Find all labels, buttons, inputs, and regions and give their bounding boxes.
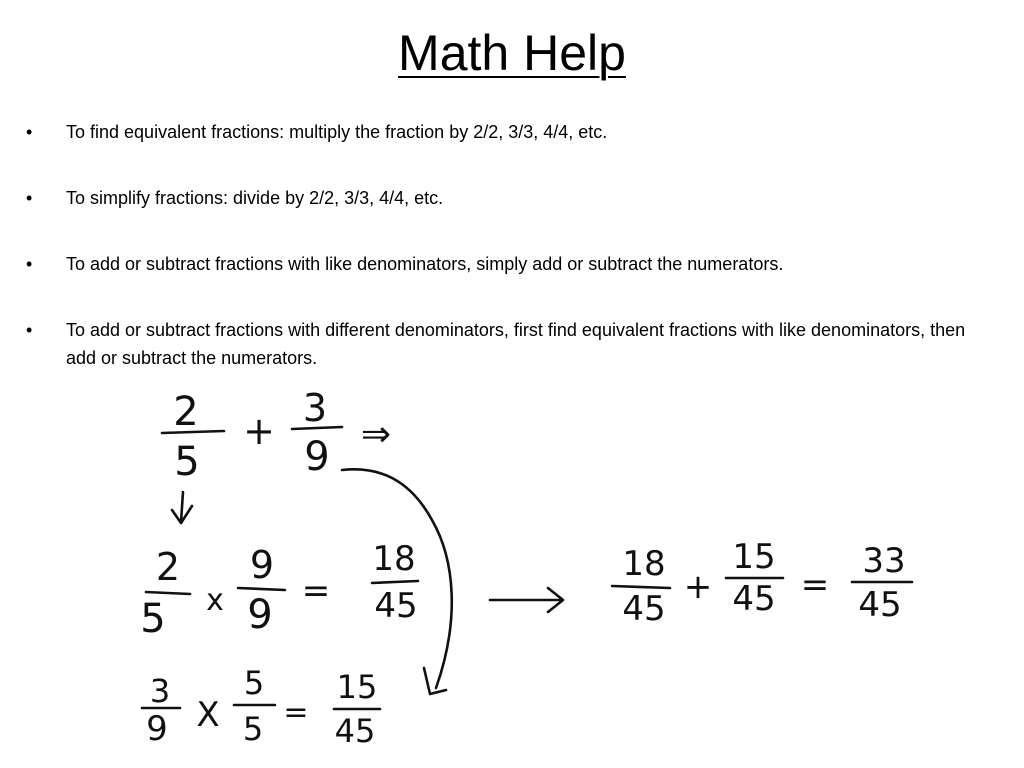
bullet-item xyxy=(24,184,984,212)
bullet-dot-icon: • xyxy=(26,188,33,208)
fraction-numerator: 2 xyxy=(155,545,181,589)
bullet-item xyxy=(24,118,984,146)
fraction-numerator: 33 xyxy=(862,541,906,581)
step-2-expression xyxy=(142,664,380,750)
bullet-dot-icon: • xyxy=(26,254,33,274)
fraction-numerator: 3 xyxy=(302,386,328,430)
handwritten-worked-example xyxy=(0,380,1024,768)
equals-sign: = xyxy=(301,571,331,611)
equals-sign: = xyxy=(283,695,309,730)
bullet-text: To find equivalent fractions: multiply the fraction by 2/2, 3/3, 4/4, etc. xyxy=(66,122,608,142)
fraction-numerator: 15 xyxy=(732,537,776,577)
right-arrow-icon xyxy=(490,588,563,612)
fraction-denominator: 9 xyxy=(146,709,168,749)
fraction-bar xyxy=(162,431,224,433)
bullet-dot-icon: • xyxy=(26,122,33,142)
times-sign: x xyxy=(206,583,224,618)
plus-sign: + xyxy=(243,409,275,453)
bullet-item xyxy=(24,250,984,278)
fraction-bar xyxy=(238,588,285,590)
fraction-numerator: 18 xyxy=(622,544,666,584)
fraction-denominator: 5 xyxy=(242,710,264,748)
slide-title: Math Help xyxy=(398,25,626,81)
bullet-text: To add or subtract fractions with like denominators, simply add or subtract the numerators. xyxy=(66,254,784,274)
fraction-bar xyxy=(372,581,418,583)
step-1-expression xyxy=(140,539,418,642)
implies-arrow-icon: ⇒ xyxy=(360,414,392,455)
bullet-list xyxy=(24,118,984,372)
fraction-numerator: 15 xyxy=(336,668,378,706)
bullet-dot-icon: • xyxy=(26,320,33,340)
bullet-text: To simplify fractions: divide by 2/2, 3/3, 4/4, etc. xyxy=(66,188,444,208)
fraction-numerator: 2 xyxy=(173,389,199,435)
fraction-numerator: 3 xyxy=(149,672,171,710)
bullet-text: To add or subtract fractions with different denominators, first find equivalent fractions with like denominators, then add or subtract the numerators. xyxy=(66,320,966,368)
times-sign: X xyxy=(196,695,220,735)
fraction-denominator: 45 xyxy=(374,586,418,626)
fraction-bar xyxy=(612,586,670,588)
fraction-numerator: 5 xyxy=(243,664,265,702)
fraction-denominator: 45 xyxy=(622,589,666,629)
equals-sign: = xyxy=(800,565,830,605)
fraction-denominator: 45 xyxy=(858,585,902,625)
fraction-denominator: 45 xyxy=(732,579,776,619)
plus-sign: + xyxy=(683,567,713,607)
fraction-denominator: 9 xyxy=(247,592,273,638)
sum-expression xyxy=(612,537,912,629)
fraction-numerator: 9 xyxy=(249,543,275,587)
down-arrow-icon xyxy=(172,492,192,523)
fraction-denominator: 45 xyxy=(334,712,376,750)
fraction-denominator: 9 xyxy=(304,434,330,480)
fraction-bar xyxy=(146,592,190,594)
fraction-denominator: 5 xyxy=(174,439,200,485)
fraction-denominator: 5 xyxy=(140,596,166,642)
bullet-item xyxy=(24,316,984,372)
fraction-bar xyxy=(292,427,342,429)
curved-arrow-head-icon xyxy=(424,668,446,694)
fraction-numerator: 18 xyxy=(372,539,416,579)
